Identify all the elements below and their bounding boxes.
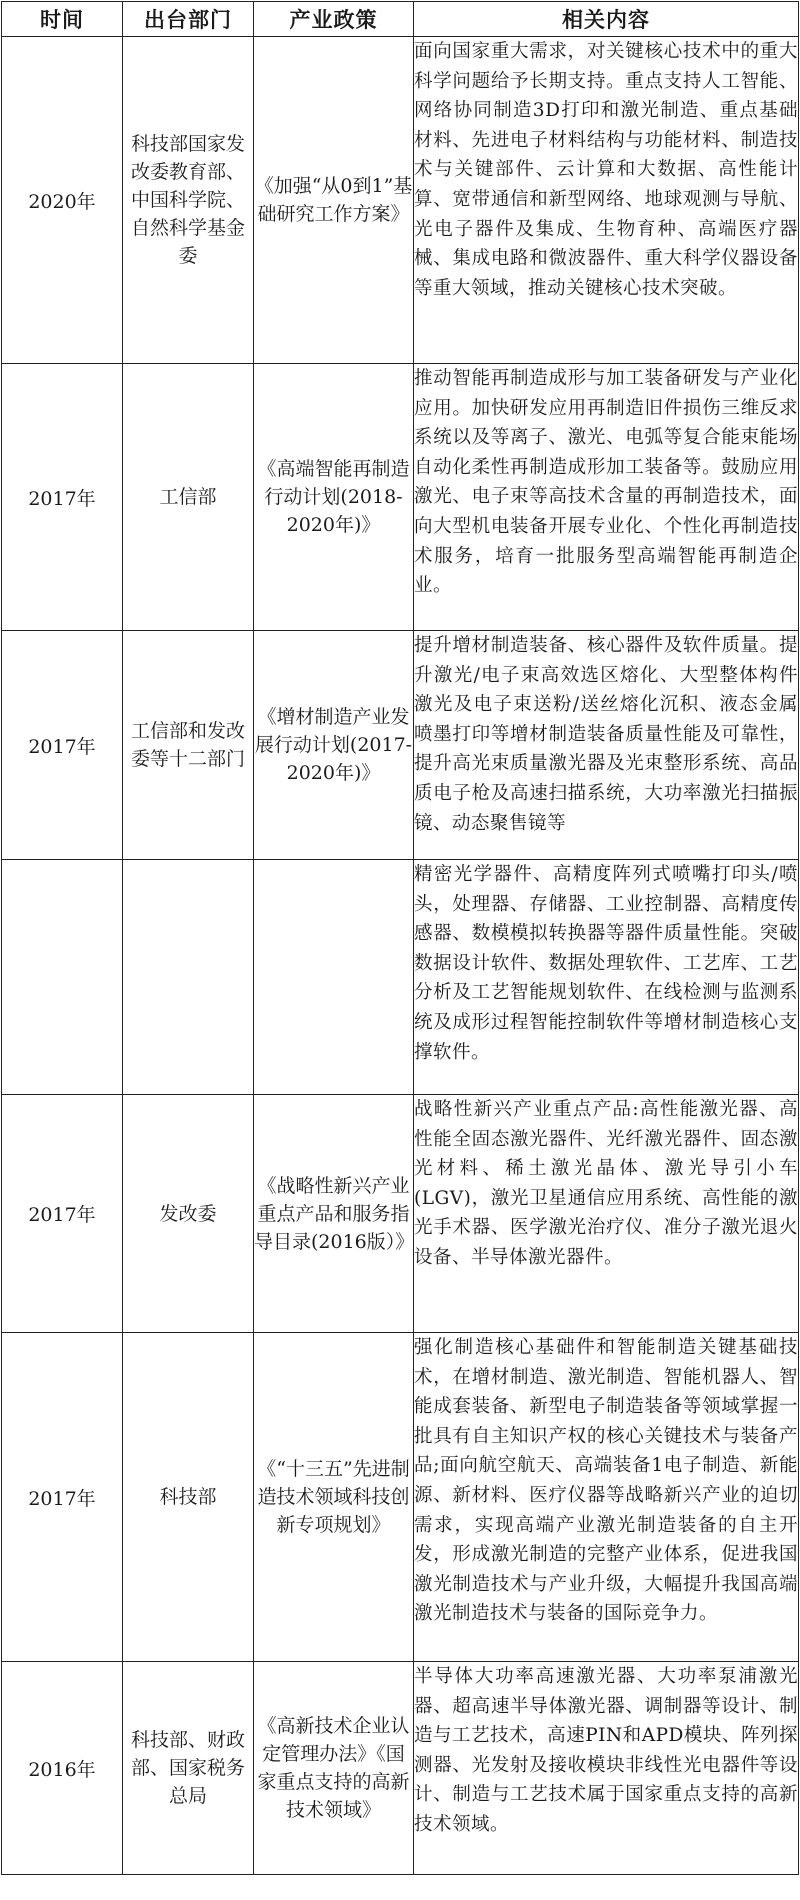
cell-policy: 《高新技术企业认定管理办法》《国家重点支持的高新技术领域》 xyxy=(254,1662,414,1875)
cell-department: 工信部和发改委等十二部门 xyxy=(123,631,254,860)
table-row xyxy=(2,1095,799,1333)
cell-content: 推动智能再制造成形与加工装备研发与产业化应用。加快研发应用再制造旧件损伤三维反求系统以及等离子、激光、电弧等复合能束能场自动化柔性再制造成形加工装备等。鼓励应用激光、电子束等高技术含量的再制造技术，面向大型机电装备开展专业化、个性化再制造技术服务，培育一批服务型高端智能再制造企业。 xyxy=(414,364,799,631)
cell-content: 精密光学器件、高精度阵列式喷嘴打印头/喷头，处理器、存储器、工业控制器、高精度传感器、数模模拟转换器等器件质量性能。突破数据设计软件、数据处理软件、工艺库、工艺分析及工艺智能规划软件、在线检测与监测系统及成形过程智能控制软件等增材制造核心支撑软件。 xyxy=(414,860,799,1095)
header-policy: 产业政策 xyxy=(254,2,414,37)
cell-department: 科技部国家发改委教育部、中国科学院、自然科学基金委 xyxy=(123,37,254,364)
cell-department: 科技部、财政部、国家税务总局 xyxy=(123,1662,254,1875)
cell-department: 工信部 xyxy=(123,364,254,631)
cell-policy: 《加强“从0到1”基础研究工作方案》 xyxy=(254,37,414,364)
cell-time: 2016年 xyxy=(2,1662,123,1875)
table-row xyxy=(2,37,799,364)
cell-content: 强化制造核心基础件和智能制造关键基础技术，在增材制造、激光制造、智能机器人、智能成套装备、新型电子制造装备等领域掌握一批具有自主知识产权的核心关键技术与装备产品;面向航空航天、高端装备1电子制造、新能源、新材料、医疗仪器等战略新兴产业的迫切需求，实现高端产业激光制造装备的自主开发，形成激光制造的完整产业体系，促进我国激光制造技术与产业升级，大幅提升我国高端激光制造技术与装备的国际竞争力。 xyxy=(414,1333,799,1662)
header-content: 相关内容 xyxy=(414,2,799,37)
cell-content: 面向国家重大需求，对关键核心技术中的重大科学问题给予长期支持。重点支持人工智能、网络协同制造3D打印和激光制造、重点基础材料、先进电子材料结构与功能材料、制造技术与关键部件、云计算和大数据、高性能计算、宽带通信和新型网络、地球观测与导航、光电子器件及集成、生物育种、高端医疗器械、集成电路和微波器件、重大科学仪器设备等重大领域，推动关键核心技术突破。 xyxy=(414,37,799,364)
header-department: 出台部门 xyxy=(123,2,254,37)
cell-content: 战略性新兴产业重点产品:高性能激光器、高性能全固态激光器件、光纤激光器件、固态激光材料、稀土激光晶体、激光导引小车(LGV)，激光卫星通信应用系统、高性能的激光手术器、医学激光治疗仪、准分子激光退火设备、半导体激光器件。 xyxy=(414,1095,799,1333)
cell-department: 科技部 xyxy=(123,1333,254,1662)
cell-policy: 《“十三五”先进制造技术领域科技创新专项规划》 xyxy=(254,1333,414,1662)
table-row xyxy=(2,364,799,631)
cell-time: 2017年 xyxy=(2,1333,123,1662)
table-row xyxy=(2,1333,799,1662)
header-time: 时间 xyxy=(2,2,123,37)
cell-policy: 《高端智能再制造行动计划(2018-2020年)》 xyxy=(254,364,414,631)
cell-time: 2017年 xyxy=(2,631,123,860)
cell-department xyxy=(123,860,254,1095)
table-row xyxy=(2,1662,799,1875)
cell-time xyxy=(2,860,123,1095)
table-header-row xyxy=(2,2,799,37)
table-row xyxy=(2,631,799,860)
cell-time: 2020年 xyxy=(2,37,123,364)
cell-time: 2017年 xyxy=(2,364,123,631)
policy-table xyxy=(1,1,799,1875)
cell-policy xyxy=(254,860,414,1095)
cell-policy: 《增材制造产业发展行动计划(2017-2020年)》 xyxy=(254,631,414,860)
cell-department: 发改委 xyxy=(123,1095,254,1333)
cell-policy: 《战略性新兴产业重点产品和服务指导目录(2016版）》 xyxy=(254,1095,414,1333)
cell-time: 2017年 xyxy=(2,1095,123,1333)
cell-content: 提升增材制造装备、核心器件及软件质量。提升激光/电子束高效选区熔化、大型整体构件激光及电子束送粉/送丝熔化沉积、液态金属喷墨打印等增材制造装备质量性能及可靠性，提升高光束质量激光器及光束整形系统、高品质电子枪及高速扫描系统，大功率激光扫描振镜、动态聚售镜等 xyxy=(414,631,799,860)
cell-content: 半导体大功率高速激光器、大功率泵浦激光器、超高速半导体激光器、调制器等设计、制造与工艺技术，高速PIN和APD模块、阵列探测器、光发射及接收模块非线性光电器件等设计、制造与工艺技术属于国家重点支持的高新技术领域。 xyxy=(414,1662,799,1875)
table-row xyxy=(2,860,799,1095)
